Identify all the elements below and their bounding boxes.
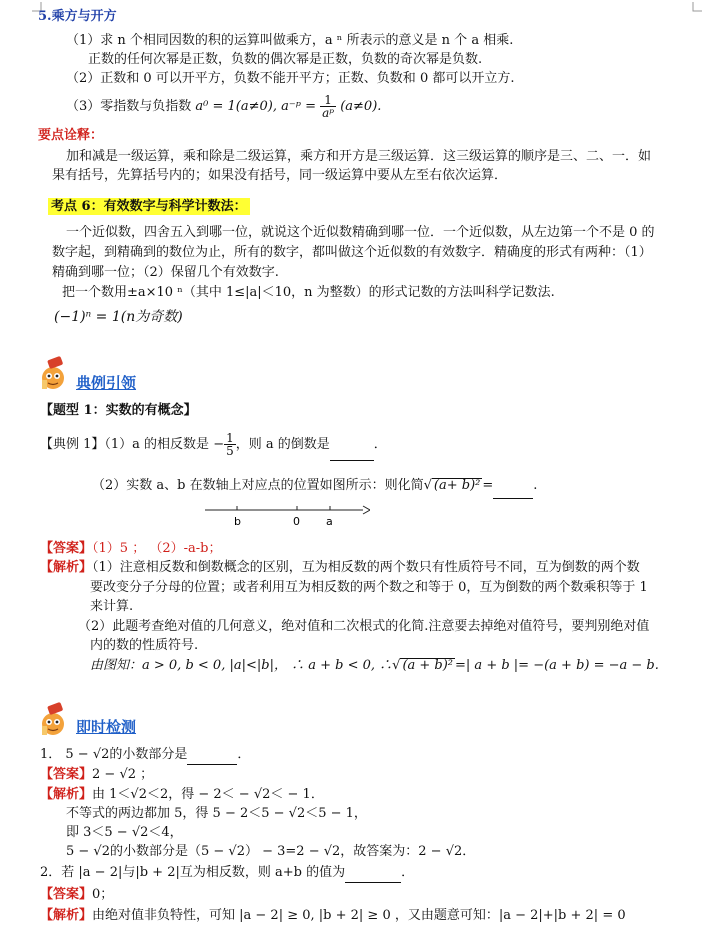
text-fragment: . xyxy=(533,478,538,493)
text-fragment: ，则 a 的倒数是 xyxy=(235,437,330,452)
corner-mark-right xyxy=(692,2,702,12)
answer-line xyxy=(40,540,221,558)
text-fragment: 由图知：a > 0, b < 0, |a|<|b|， ∴ a + b < 0, ∴ xyxy=(90,658,393,673)
formula-fragment: a⁰ = 1(a≠0), a⁻ᵖ = xyxy=(195,99,316,114)
text-fragment: 由绝对值非负特性，可知 |a − 2| ≥ 0, |b + 2| ≥ 0 ，又由题意可知：|a − 2|+|b + 2| = 0 xyxy=(92,908,626,923)
fraction-numerator: 1 xyxy=(320,94,336,107)
analysis-label: 【解析】 xyxy=(40,560,93,575)
analysis-line xyxy=(40,559,640,577)
text-fragment: 1． 5 − √2的小数部分是 xyxy=(40,747,188,762)
question-line xyxy=(40,430,387,461)
section-title: 5.乘方与开方 xyxy=(38,9,117,24)
text-fragment: 【典例 1】（1）a 的相反数是 − xyxy=(40,437,225,452)
text-fragment: ． xyxy=(237,747,251,762)
answer-text: 2 − √2 ； xyxy=(92,767,154,782)
text-fragment: ． xyxy=(401,865,415,880)
text-line: 果有括号，先算括号内的；如果没有括号，同一级运算中要从左至右依次运算． xyxy=(52,168,508,183)
axis-label-zero: 0 xyxy=(293,515,300,528)
analysis-line xyxy=(40,786,324,804)
sqrt-content: (a+ b)² xyxy=(433,478,481,493)
fraction-numerator: 1 xyxy=(226,431,234,445)
formula-line xyxy=(66,92,381,122)
answer-blank xyxy=(330,430,374,461)
text-line: 数字起，到精确到的数位为止，所有的数字，都叫做这个近似数的有效数字．精确度的形式有两种：（1） xyxy=(52,245,652,260)
analysis-label: 【解析】 xyxy=(40,908,93,923)
text-line: 加和减是一级运算，乘和除是二级运算，乘方和开方是三级运算．这三级运算的顺序是三、二、一．如 xyxy=(66,149,652,164)
answer-blank xyxy=(493,474,533,499)
text-fragment: 2．若 |a − 2|与|b + 2|互为相反数，则 a+b 的值为 xyxy=(40,865,346,880)
text-line: （1）求 n 个相同因数的积的运算叫做乘方，a ⁿ 所表示的意义是 n 个 a 相乘. xyxy=(66,33,514,48)
text-line: （2）此题考查绝对值的几何意义，绝对值和二次根式的化简.注意要去掉绝对值符号，要判别绝对值 xyxy=(78,619,650,634)
text-line: 来计算. xyxy=(90,599,134,614)
text-line: 不等式的两边都加 5，得 5 − 2＜5 − √2＜5 − 1， xyxy=(66,806,367,821)
fraction-denominator: 5 xyxy=(226,444,234,458)
text-line: 正数的任何次幂是正数，负数的偶次幂是正数，负数的奇次幂是负数. xyxy=(88,52,483,67)
text-line: （2）正数和 0 可以开平方，负数不能开平方；正数、负数和 0 都可以开立方. xyxy=(66,71,515,86)
formula-line xyxy=(90,654,659,678)
text-line: 精确到哪一位；（2）保留几个有效数字. xyxy=(52,265,279,280)
answer-label: 【答案】 xyxy=(40,541,93,556)
answer-blank xyxy=(187,746,237,765)
section-heading: 典例引领 xyxy=(76,374,137,392)
answer-blank xyxy=(345,864,401,883)
pencil-mascot-icon xyxy=(36,698,70,738)
text-fragment: （3）零指数与负指数 xyxy=(66,99,192,114)
section-heading: 即时检测 xyxy=(76,718,137,736)
answer-line xyxy=(40,886,113,904)
question-line xyxy=(40,746,250,765)
question-line xyxy=(40,864,414,883)
text-fragment: = xyxy=(482,478,494,493)
text-fragment: ． xyxy=(373,437,387,452)
text-line: 一个近似数，四舍五入到哪一位，就说这个近似数精确到哪一位．一个近似数，从左边第一个不是 0 的 xyxy=(66,225,655,240)
question-line xyxy=(92,474,537,499)
fraction-denominator: aᵖ xyxy=(322,106,335,120)
text-line: 即 3＜5 − √2＜4， xyxy=(66,825,183,840)
sqrt-sign: √ xyxy=(392,658,401,673)
formula-fragment: (a≠0). xyxy=(340,99,382,114)
axis-label-b: b xyxy=(234,515,241,528)
fraction xyxy=(320,94,336,119)
analysis-line xyxy=(40,907,626,925)
key-point-highlight: 考点 6：有效数字与科学计数法： xyxy=(48,198,250,215)
fraction xyxy=(224,432,236,457)
text-fragment: =| a + b |= −(a + b) = −a − b. xyxy=(455,658,659,673)
sqrt-sign: √ xyxy=(423,478,432,493)
text-line: 要改变分子分母的位置；或者利用互为相反数的两个数之和等于 0，互为倒数的两个数乘积等于 1 xyxy=(90,580,648,595)
text-fragment: （1）注意相反数和倒数概念的区别，互为相反数的两个数只有性质符号不同，互为倒数的两个数 xyxy=(92,560,640,575)
answer-label: 【答案】 xyxy=(40,887,93,902)
topic-title: 【题型 1：实数的有概念】 xyxy=(40,403,197,418)
text-fragment: （2）实数 a、b 在数轴上对应点的位置如图所示：则化简 xyxy=(92,478,424,493)
key-point-title xyxy=(48,198,250,216)
analysis-label: 【解析】 xyxy=(40,787,93,802)
sqrt-content: (a + b)² xyxy=(402,658,454,673)
answer-text: （1）5 ； （2）-a-b； xyxy=(92,541,222,556)
answer-line xyxy=(40,766,153,784)
notes-title: 要点诠释： xyxy=(38,128,104,143)
answer-label: 【答案】 xyxy=(40,767,93,782)
text-line: 5 − √2的小数部分是（5 − √2） − 3=2 − √2，故答案为：2 − √2． xyxy=(66,844,476,859)
answer-text: 0； xyxy=(92,887,114,902)
pencil-mascot-icon xyxy=(36,352,70,392)
text-line: 内的数的性质符号. xyxy=(90,638,199,653)
axis-label-a: a xyxy=(326,515,333,528)
text-line: 把一个数用±a×10 ⁿ（其中 1≤|a|＜10，n 为整数）的形式记数的方法叫科学记数法. xyxy=(62,285,555,300)
formula-line: (−1)ⁿ = 1(n为奇数) xyxy=(54,309,183,325)
number-line xyxy=(205,502,370,528)
text-fragment: 由 1＜√2＜2，得 − 2＜ − √2＜ − 1． xyxy=(92,787,324,802)
